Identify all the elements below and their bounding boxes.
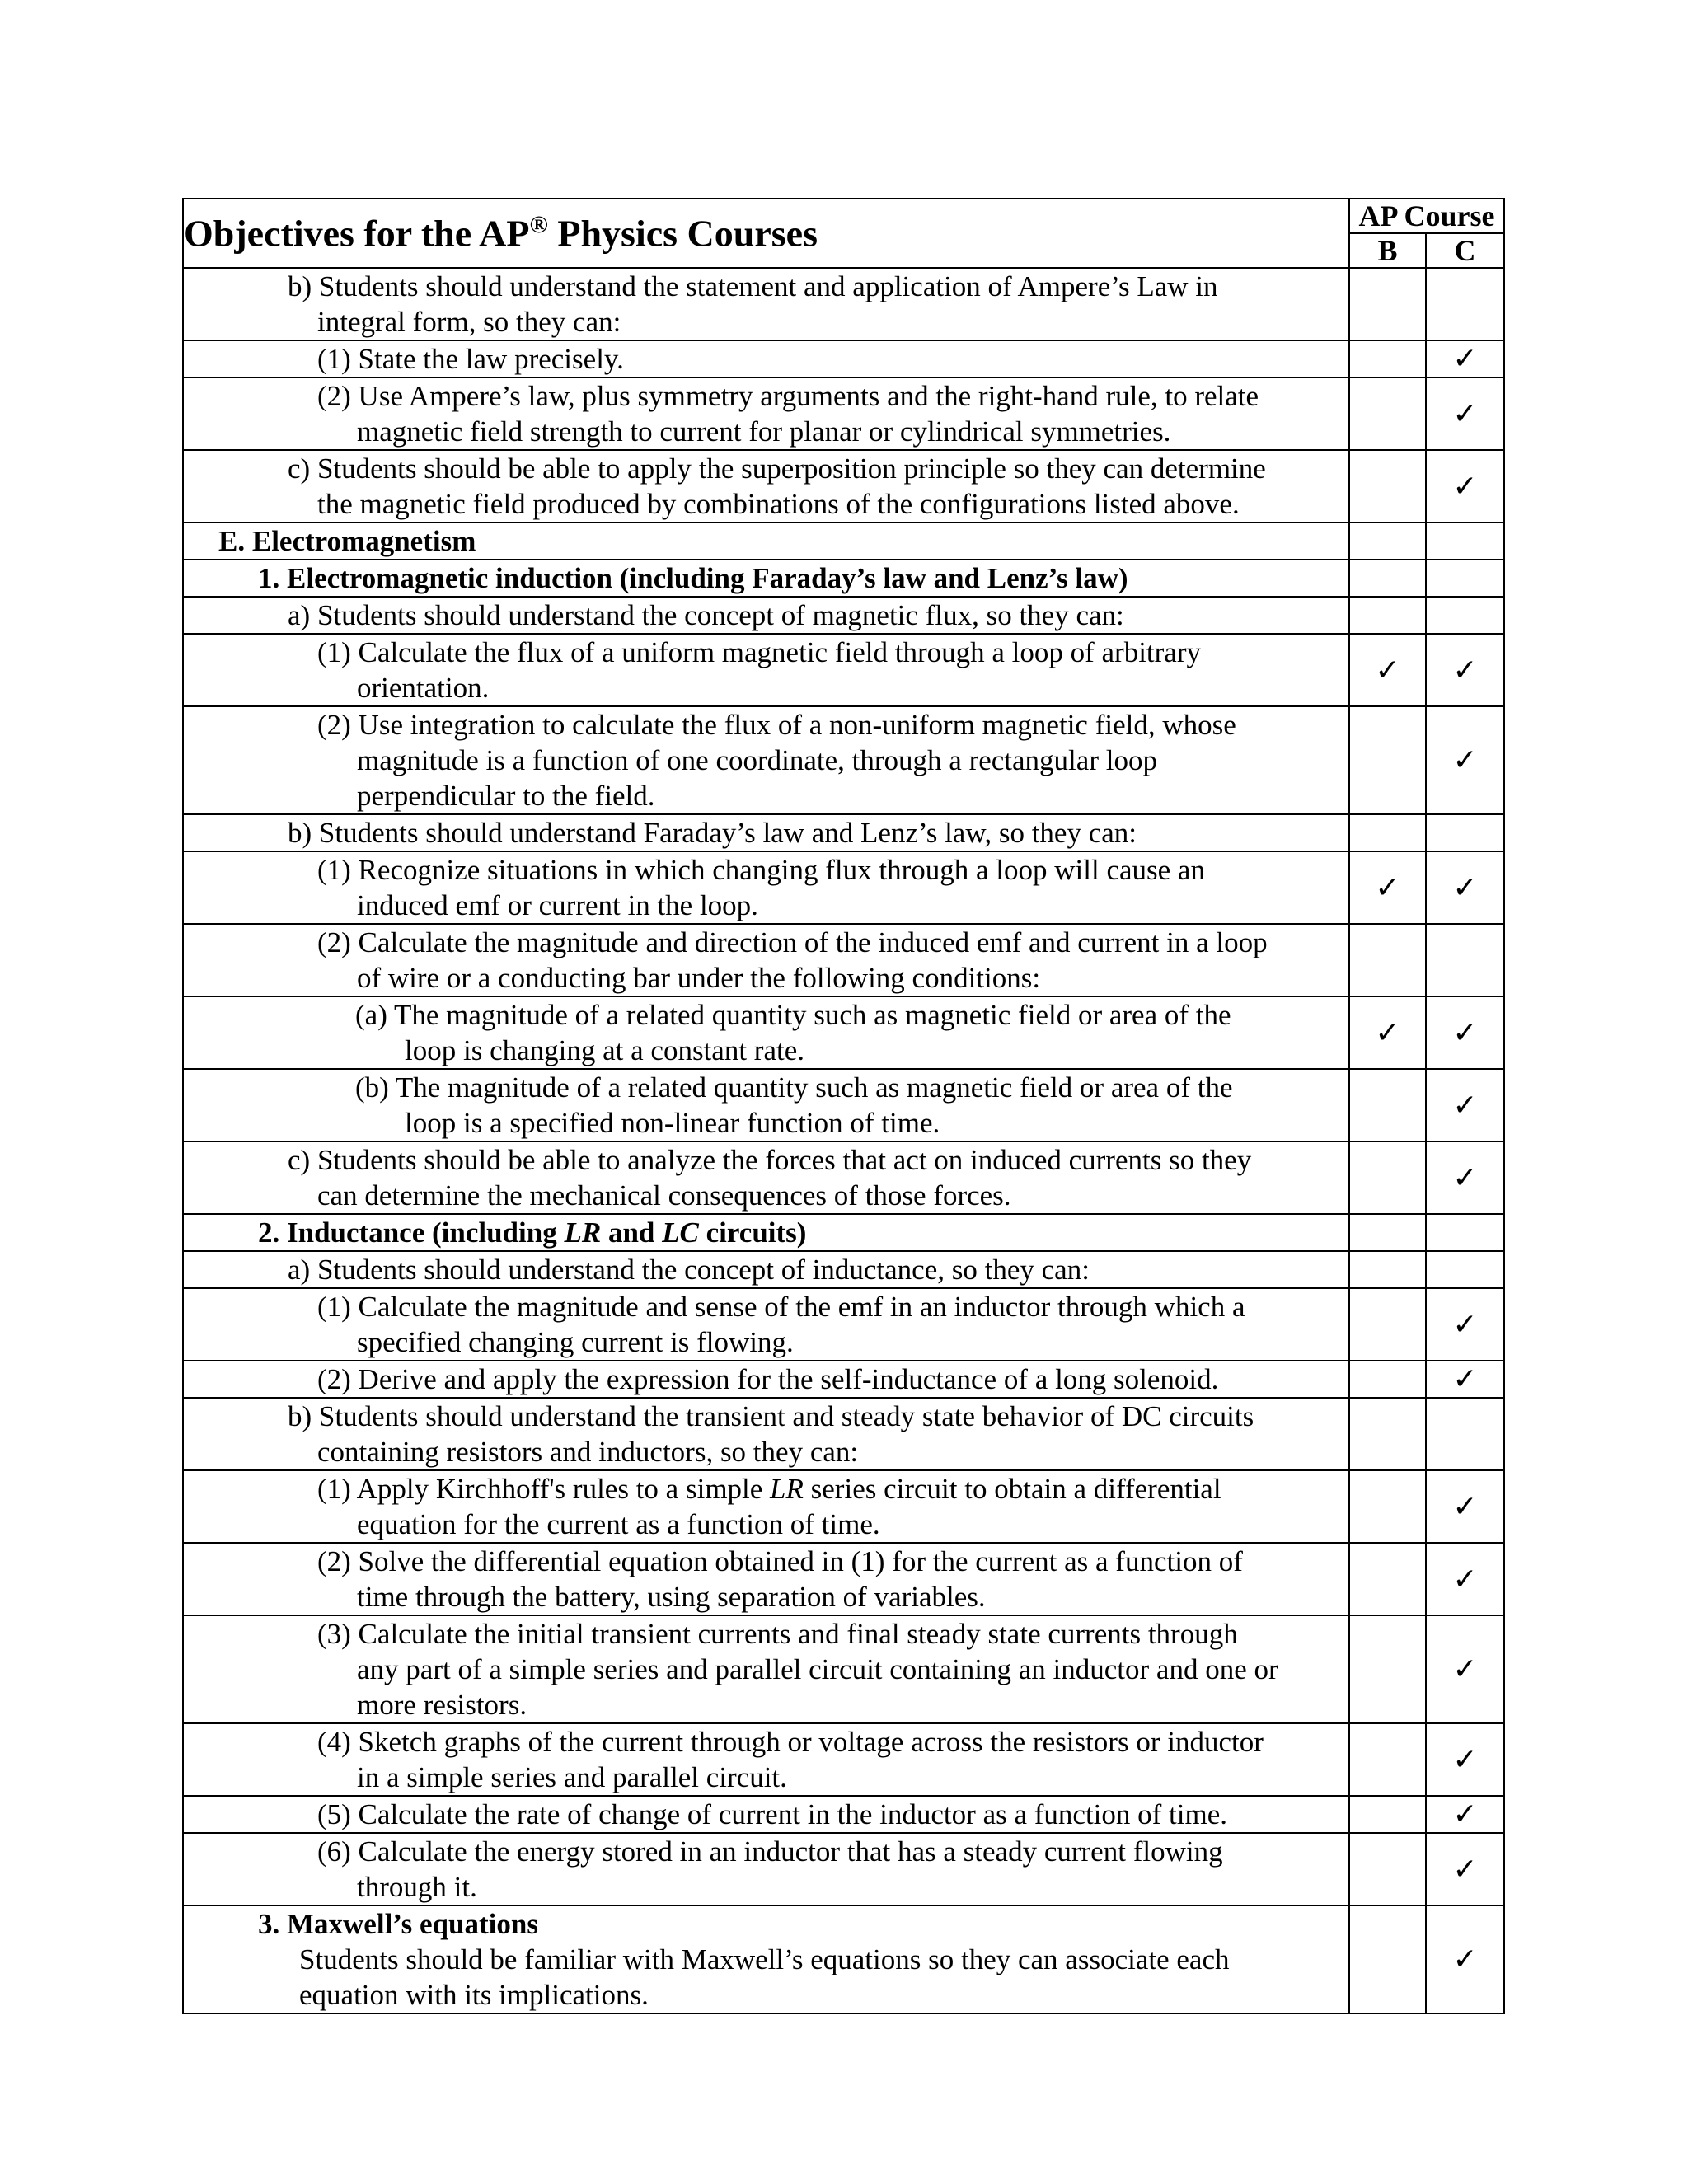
check-c: ✓ — [1426, 1833, 1504, 1905]
objective-text: (3) Calculate the initial transient currents and final steady state currents through any part of a simple series and parallel circuit containing an inductor and one or more resistors. — [183, 1615, 1349, 1723]
check-b — [1349, 340, 1426, 377]
column-c-header: C — [1426, 233, 1504, 268]
table-row — [183, 377, 1504, 450]
table-row — [183, 1905, 1504, 2013]
table-row — [183, 1723, 1504, 1796]
table-header-row — [183, 199, 1504, 233]
objective-text: b) Students should understand Faraday’s law and Lenz’s law, so they can: — [183, 814, 1349, 851]
check-c: ✓ — [1426, 1905, 1504, 2013]
objective-text: (b) The magnitude of a related quantity such as magnetic field or area of the loop is a specified non-linear function of time. — [183, 1069, 1349, 1141]
check-c: ✓ — [1426, 1361, 1504, 1398]
check-b — [1349, 1470, 1426, 1543]
table-row — [183, 1141, 1504, 1214]
subsection-heading: 3. Maxwell’s equations — [258, 1908, 538, 1940]
table-row — [183, 1288, 1504, 1361]
check-b — [1349, 1288, 1426, 1361]
check-c: ✓ — [1426, 1543, 1504, 1615]
table-row — [183, 1833, 1504, 1905]
check-c — [1426, 1398, 1504, 1470]
table-row — [183, 1543, 1504, 1615]
objective-text: a) Students should understand the concept of magnetic flux, so they can: — [183, 597, 1349, 634]
check-c: ✓ — [1426, 377, 1504, 450]
check-c: ✓ — [1426, 996, 1504, 1069]
objective-text: (2) Use integration to calculate the flux of a non-uniform magnetic field, whose magnitude is a function of one coordinate, through a rectangular loop perpendicular to the field. — [183, 706, 1349, 814]
check-b — [1349, 377, 1426, 450]
table-row — [183, 597, 1504, 634]
check-c — [1426, 1251, 1504, 1288]
check-b — [1349, 268, 1426, 340]
table-row — [183, 996, 1504, 1069]
check-b — [1349, 1543, 1426, 1615]
check-b — [1349, 1796, 1426, 1833]
objective-text: (4) Sketch graphs of the current through or voltage across the resistors or inductor in a simple series and parallel circuit. — [183, 1723, 1349, 1796]
objective-text: (1) Calculate the flux of a uniform magnetic field through a loop of arbitrary orientation. — [183, 634, 1349, 706]
check-c — [1426, 924, 1504, 996]
check-b — [1349, 1398, 1426, 1470]
column-b-header: B — [1349, 233, 1426, 268]
registered-mark: ® — [529, 211, 548, 239]
objective-text: (6) Calculate the energy stored in an inductor that has a steady current flowing through it. — [183, 1833, 1349, 1905]
objectives-table — [182, 198, 1505, 2014]
check-c — [1426, 814, 1504, 851]
check-b — [1349, 560, 1426, 597]
check-c: ✓ — [1426, 1796, 1504, 1833]
check-c: ✓ — [1426, 1723, 1504, 1796]
objective-text: c) Students should be able to apply the superposition principle so they can determine the magnetic field produced by combinations of the configurations listed above. — [183, 450, 1349, 523]
table-row — [183, 1069, 1504, 1141]
objective-text: (1) Calculate the magnitude and sense of the emf in an inductor through which a specified changing current is flowing. — [183, 1288, 1349, 1361]
check-c: ✓ — [1426, 1288, 1504, 1361]
check-b — [1349, 1214, 1426, 1251]
check-b — [1349, 1723, 1426, 1796]
objective-text: b) Students should understand the transient and steady state behavior of DC circuits containing resistors and inductors, so they can: — [183, 1398, 1349, 1470]
check-c: ✓ — [1426, 634, 1504, 706]
table-row — [183, 814, 1504, 851]
check-c: ✓ — [1426, 450, 1504, 523]
subsection-heading: 1. Electromagnetic induction (including Faraday’s law and Lenz’s law) — [183, 560, 1349, 597]
subsection-heading-row — [183, 560, 1504, 597]
objective-text: (2) Solve the differential equation obtained in (1) for the current as a function of time through the battery, using separation of variables. — [183, 1543, 1349, 1615]
section-heading-row — [183, 523, 1504, 560]
subsection-heading: 2. Inductance (including LR and LC circuits) — [183, 1214, 1349, 1251]
table-row — [183, 1796, 1504, 1833]
table-row — [183, 851, 1504, 924]
check-b: ✓ — [1349, 996, 1426, 1069]
check-c — [1426, 268, 1504, 340]
objective-text: (a) The magnitude of a related quantity such as magnetic field or area of the loop is changing at a constant rate. — [183, 996, 1349, 1069]
table-row — [183, 1615, 1504, 1723]
check-b — [1349, 924, 1426, 996]
table-row — [183, 1251, 1504, 1288]
subsection-heading-row — [183, 1214, 1504, 1251]
check-c: ✓ — [1426, 1615, 1504, 1723]
check-b — [1349, 1615, 1426, 1723]
check-b — [1349, 597, 1426, 634]
table-row — [183, 450, 1504, 523]
check-c — [1426, 560, 1504, 597]
table-row — [183, 1361, 1504, 1398]
table-row — [183, 924, 1504, 996]
check-b — [1349, 1251, 1426, 1288]
check-c — [1426, 1214, 1504, 1251]
table-row — [183, 340, 1504, 377]
check-b: ✓ — [1349, 851, 1426, 924]
ap-course-header: AP Course — [1349, 199, 1504, 233]
table-row — [183, 706, 1504, 814]
objective-text: (2) Derive and apply the expression for the self-inductance of a long solenoid. — [183, 1361, 1349, 1398]
page-title: Objectives for the AP® Physics Courses — [183, 199, 1349, 268]
objective-text: c) Students should be able to analyze the forces that act on induced currents so they can determine the mechanical consequences of those forces. — [183, 1141, 1349, 1214]
check-c: ✓ — [1426, 851, 1504, 924]
objective-text: (1) Apply Kirchhoff's rules to a simple LR series circuit to obtain a differential equation for the current as a function of time. — [183, 1470, 1349, 1543]
check-b: ✓ — [1349, 634, 1426, 706]
table-row — [183, 1398, 1504, 1470]
check-c: ✓ — [1426, 1069, 1504, 1141]
check-b — [1349, 1069, 1426, 1141]
check-c — [1426, 523, 1504, 560]
section-heading: E. Electromagnetism — [183, 523, 1349, 560]
objective-text: (1) State the law precisely. — [183, 340, 1349, 377]
objective-text: a) Students should understand the concept of inductance, so they can: — [183, 1251, 1349, 1288]
check-b — [1349, 1361, 1426, 1398]
check-b — [1349, 450, 1426, 523]
objective-text: (1) Recognize situations in which changing flux through a loop will cause an induced emf or current in the loop. — [183, 851, 1349, 924]
check-c: ✓ — [1426, 340, 1504, 377]
check-c — [1426, 597, 1504, 634]
check-c: ✓ — [1426, 1470, 1504, 1543]
check-b — [1349, 706, 1426, 814]
table-row — [183, 1470, 1504, 1543]
objective-text: (2) Calculate the magnitude and direction of the induced emf and current in a loop of wire or a conducting bar under the following conditions: — [183, 924, 1349, 996]
objective-text: (2) Use Ampere’s law, plus symmetry arguments and the right-hand rule, to relate magnetic field strength to current for planar or cylindrical symmetries. — [183, 377, 1349, 450]
objective-text: 3. Maxwell’s equations Students should be familiar with Maxwell’s equations so they can associate each equation with its implications. — [183, 1905, 1349, 2013]
objective-text: (5) Calculate the rate of change of current in the inductor as a function of time. — [183, 1796, 1349, 1833]
table-row — [183, 268, 1504, 340]
check-b — [1349, 814, 1426, 851]
objective-text: b) Students should understand the statement and application of Ampere’s Law in integral form, so they can: — [183, 268, 1349, 340]
check-c: ✓ — [1426, 706, 1504, 814]
check-c: ✓ — [1426, 1141, 1504, 1214]
check-b — [1349, 1905, 1426, 2013]
check-b — [1349, 1141, 1426, 1214]
check-b — [1349, 523, 1426, 560]
check-b — [1349, 1833, 1426, 1905]
table-row — [183, 634, 1504, 706]
